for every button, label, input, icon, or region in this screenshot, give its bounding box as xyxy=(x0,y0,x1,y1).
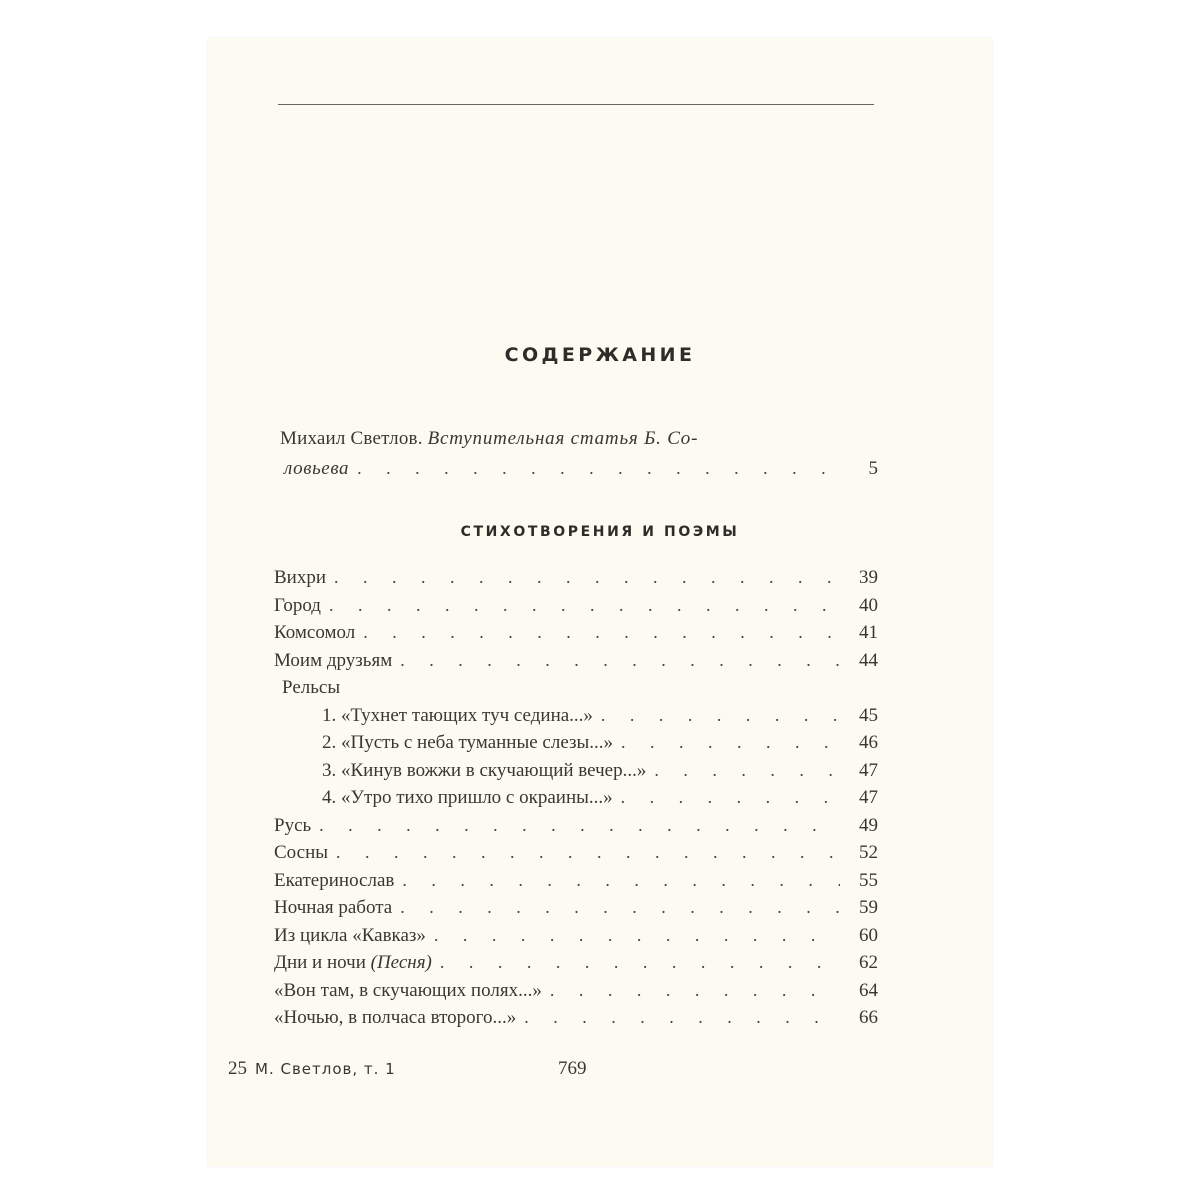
dot-leader xyxy=(319,812,840,840)
toc-entry-page: 62 xyxy=(859,952,878,973)
dot-leader xyxy=(363,619,840,647)
toc-entry-title: 4. «Утро тихо пришло с окраины...» xyxy=(322,787,613,808)
dot-leader xyxy=(400,647,840,675)
toc-entry-page: 60 xyxy=(859,924,878,946)
toc-entry-title: Вихри xyxy=(274,567,327,588)
toc-entry xyxy=(274,867,878,895)
toc-entry-page: 47 xyxy=(859,787,878,808)
toc-entry xyxy=(274,894,878,922)
toc-entry-page: 41 xyxy=(859,622,878,643)
top-rule xyxy=(278,104,874,105)
toc-group-heading xyxy=(274,674,878,702)
toc-entry xyxy=(274,1004,878,1032)
toc-subentry xyxy=(274,729,878,757)
signature-text: М. Светлов, т. 1 xyxy=(255,1060,396,1078)
dot-leader xyxy=(601,702,840,730)
section-title: СТИХОТВОРЕНИЯ И ПОЭМЫ xyxy=(460,524,740,540)
toc-entry-title: Моим друзьям xyxy=(274,649,393,671)
page-number: 769 xyxy=(558,1058,587,1079)
toc-entry-title: Русь xyxy=(274,814,312,836)
toc-entry-title: Ночная работа xyxy=(274,897,393,918)
toc-entry-title: 3. «Кинув вожжи в скучающий вечер...» xyxy=(322,759,647,781)
dot-leader xyxy=(434,922,840,950)
dot-leader xyxy=(621,784,840,812)
intro-author: Михаил Светлов. xyxy=(280,428,423,449)
toc-entry xyxy=(274,647,878,675)
toc-entry-page: 44 xyxy=(859,649,878,671)
toc-entry xyxy=(274,922,878,950)
book-page xyxy=(208,38,992,1166)
dot-leader xyxy=(400,894,840,922)
toc-entry-title: Сосны xyxy=(274,842,329,863)
toc-entry xyxy=(274,949,878,977)
dot-leader xyxy=(524,1004,840,1032)
signature-mark xyxy=(228,1058,396,1080)
dot-leader xyxy=(440,949,840,977)
toc-entry-page: 49 xyxy=(859,814,878,836)
toc-entry-page: 46 xyxy=(859,732,878,753)
toc-entry-title: Из цикла «Кавказ» xyxy=(274,924,426,946)
toc-entry-page: 39 xyxy=(859,567,878,588)
toc-entry-subtitle: (Песня) xyxy=(370,952,432,973)
toc-entry xyxy=(274,592,878,620)
toc-entry-page: 52 xyxy=(859,842,878,863)
toc-entry-title: Комсомол xyxy=(274,622,356,643)
intro-entry-line1 xyxy=(280,428,698,450)
dot-leader xyxy=(550,977,840,1005)
toc-entry-page: 45 xyxy=(859,704,878,726)
toc-entry-title: Екатеринослав xyxy=(274,869,395,891)
intro-title-part2: ловьева xyxy=(284,458,350,479)
toc-entry xyxy=(274,839,878,867)
toc-entry-page: 55 xyxy=(859,869,878,891)
dot-leader xyxy=(357,458,840,479)
dot-leader xyxy=(621,729,840,757)
toc-entry xyxy=(274,812,878,840)
dot-leader xyxy=(402,867,840,895)
toc-entry-page: 47 xyxy=(859,759,878,781)
dot-leader xyxy=(654,757,840,785)
dot-leader xyxy=(329,592,840,620)
toc-entry-title: Рельсы xyxy=(282,677,341,698)
toc-entry-page: 40 xyxy=(859,594,878,616)
toc-entry-page: 59 xyxy=(859,897,878,918)
toc-subentry xyxy=(274,702,878,730)
toc-entry-title: Дни и ночи xyxy=(274,952,366,973)
intro-title-part1: Вступительная статья Б. Со- xyxy=(427,428,699,449)
toc-entry xyxy=(274,564,878,592)
signature-number: 25 xyxy=(228,1058,247,1079)
toc-subentry xyxy=(274,757,878,785)
intro-page-number: 5 xyxy=(868,458,878,479)
toc-list xyxy=(274,564,878,1032)
page-title: СОДЕРЖАНИЕ xyxy=(504,344,696,366)
toc-entry-title: 2. «Пусть с неба туманные слезы...» xyxy=(322,732,614,753)
toc-entry-page: 64 xyxy=(859,979,878,1001)
toc-entry-title: 1. «Тухнет тающих туч седина...» xyxy=(322,704,593,726)
toc-entry xyxy=(274,977,878,1005)
toc-entry xyxy=(274,619,878,647)
dot-leader xyxy=(334,564,840,592)
toc-entry-page: 66 xyxy=(859,1007,878,1028)
dot-leader xyxy=(336,839,840,867)
toc-entry-title: Город xyxy=(274,594,321,616)
intro-entry-line2 xyxy=(284,458,878,480)
toc-subentry xyxy=(274,784,878,812)
toc-entry-title: «Вон там, в скучающих полях...» xyxy=(274,979,542,1001)
toc-entry-title: «Ночью, в полчаса второго...» xyxy=(274,1007,517,1028)
